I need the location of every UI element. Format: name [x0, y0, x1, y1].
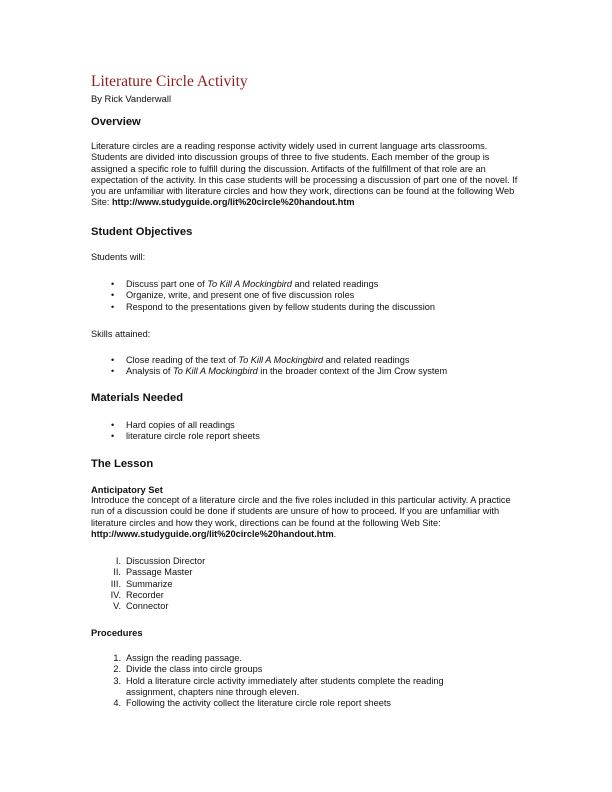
list-marker: 4.	[113, 698, 121, 709]
item-text: Passage Master	[126, 567, 193, 578]
item-text: Assign the reading passage.	[126, 653, 242, 663]
skills-list	[91, 355, 521, 378]
bullet-marker: •	[111, 301, 115, 312]
bullet-marker: •	[111, 366, 115, 377]
materials-heading: Materials Needed	[91, 392, 184, 404]
students-will-label: Students will:	[91, 252, 146, 262]
item-text: Divide the class into circle groups	[126, 664, 263, 675]
role-item	[91, 601, 521, 612]
list-marker: 2.	[113, 664, 121, 675]
list-item	[91, 355, 521, 366]
procedure-step	[91, 653, 521, 664]
item-text: literature circle role report sheets	[126, 431, 260, 442]
book-title: To Kill A Mockingbird	[207, 279, 292, 289]
role-item	[91, 567, 521, 578]
item-text: Discuss part one of	[126, 279, 208, 289]
overview-paragraph	[91, 141, 521, 209]
list-marker: III.	[110, 578, 121, 589]
students-will-list	[91, 279, 521, 313]
roles-list	[91, 556, 521, 612]
bullet-marker: •	[111, 290, 115, 301]
book-title: To Kill A Mockingbird	[238, 355, 324, 365]
overview-text: Literature circles are a reading response activity widely used in current language arts classrooms. Students are divided into discussion groups of three to five students. Each member of the group is assigned a specific role to fulfill during the discussion. Artifacts of the fulfillment of that role are an expectation of the activity. In this case students will be processing a discussion of part one of the novel. If you are unfamiliar with literature circles and how they work, directions can be found at the following Web Site:	[91, 141, 518, 208]
role-item	[91, 556, 521, 567]
item-text: Connector	[126, 601, 169, 612]
item-text: Summarize	[126, 578, 173, 589]
anticipatory-text: Introduce the concept of a literature circle and the five roles included in this particular activity. A practice run of a discussion could be done if students are unsure of how to proceed. If you are unfamiliar with literature circles and how they work, directions can be found at the following Web Site:	[91, 495, 511, 528]
item-text: Hard copies of all readings	[126, 420, 235, 430]
procedure-step	[91, 698, 521, 709]
item-text: Organize, write, and present one of five discussion roles	[126, 290, 355, 301]
document-author: By Rick Vanderwall	[91, 93, 172, 104]
list-marker: V.	[113, 601, 121, 612]
skills-label: Skills attained:	[91, 329, 151, 339]
list-item	[91, 290, 521, 301]
item-text: Following the activity collect the literature circle role report sheets	[126, 698, 392, 709]
bullet-marker: •	[111, 420, 115, 430]
role-item	[91, 579, 521, 590]
procedure-step	[91, 676, 486, 699]
role-item	[91, 590, 521, 601]
list-item	[91, 302, 521, 313]
list-item	[91, 431, 521, 442]
item-text: Hold a literature circle activity immediately after students complete the reading assignment, chapters nine through eleven.	[126, 675, 444, 697]
objectives-heading: Student Objectives	[91, 226, 193, 238]
materials-list	[91, 420, 521, 443]
procedures-list	[91, 653, 521, 709]
anticipatory-heading: Anticipatory Set	[91, 484, 163, 495]
anticipatory-after: .	[333, 528, 337, 539]
item-text: Recorder	[126, 589, 164, 600]
anticipatory-paragraph	[91, 495, 521, 540]
item-text: Close reading of the text of	[126, 355, 239, 365]
item-text: in the broader context of the Jim Crow system	[257, 366, 448, 377]
overview-heading: Overview	[91, 116, 141, 128]
lesson-heading: The Lesson	[91, 458, 154, 470]
overview-link[interactable]: http://www.studyguide.org/lit%20circle%20handout.htm	[111, 197, 355, 208]
bullet-marker: •	[111, 355, 115, 365]
bullet-marker: •	[111, 431, 115, 442]
list-marker: IV.	[110, 589, 121, 600]
item-text: and related readings	[291, 279, 379, 289]
anticipatory-link[interactable]: http://www.studyguide.org/lit%20circle%20handout.htm	[91, 528, 334, 539]
list-marker: II.	[113, 567, 121, 578]
list-marker: 1.	[113, 653, 121, 663]
procedure-step	[91, 664, 521, 675]
item-text: Respond to the presentations given by fellow students during the discussion	[126, 301, 435, 312]
list-item	[91, 420, 521, 431]
list-marker: I.	[115, 556, 121, 566]
item-text: Analysis of	[126, 366, 173, 377]
procedures-heading: Procedures	[91, 627, 143, 638]
book-title: To Kill A Mockingbird	[172, 366, 258, 377]
item-text: and related readings	[323, 355, 410, 365]
list-item	[91, 366, 521, 377]
document-title: Literature Circle Activity	[91, 73, 248, 90]
list-item	[91, 279, 521, 290]
item-text: Discussion Director	[126, 556, 206, 566]
bullet-marker: •	[111, 279, 115, 289]
list-marker: 3.	[113, 675, 121, 686]
